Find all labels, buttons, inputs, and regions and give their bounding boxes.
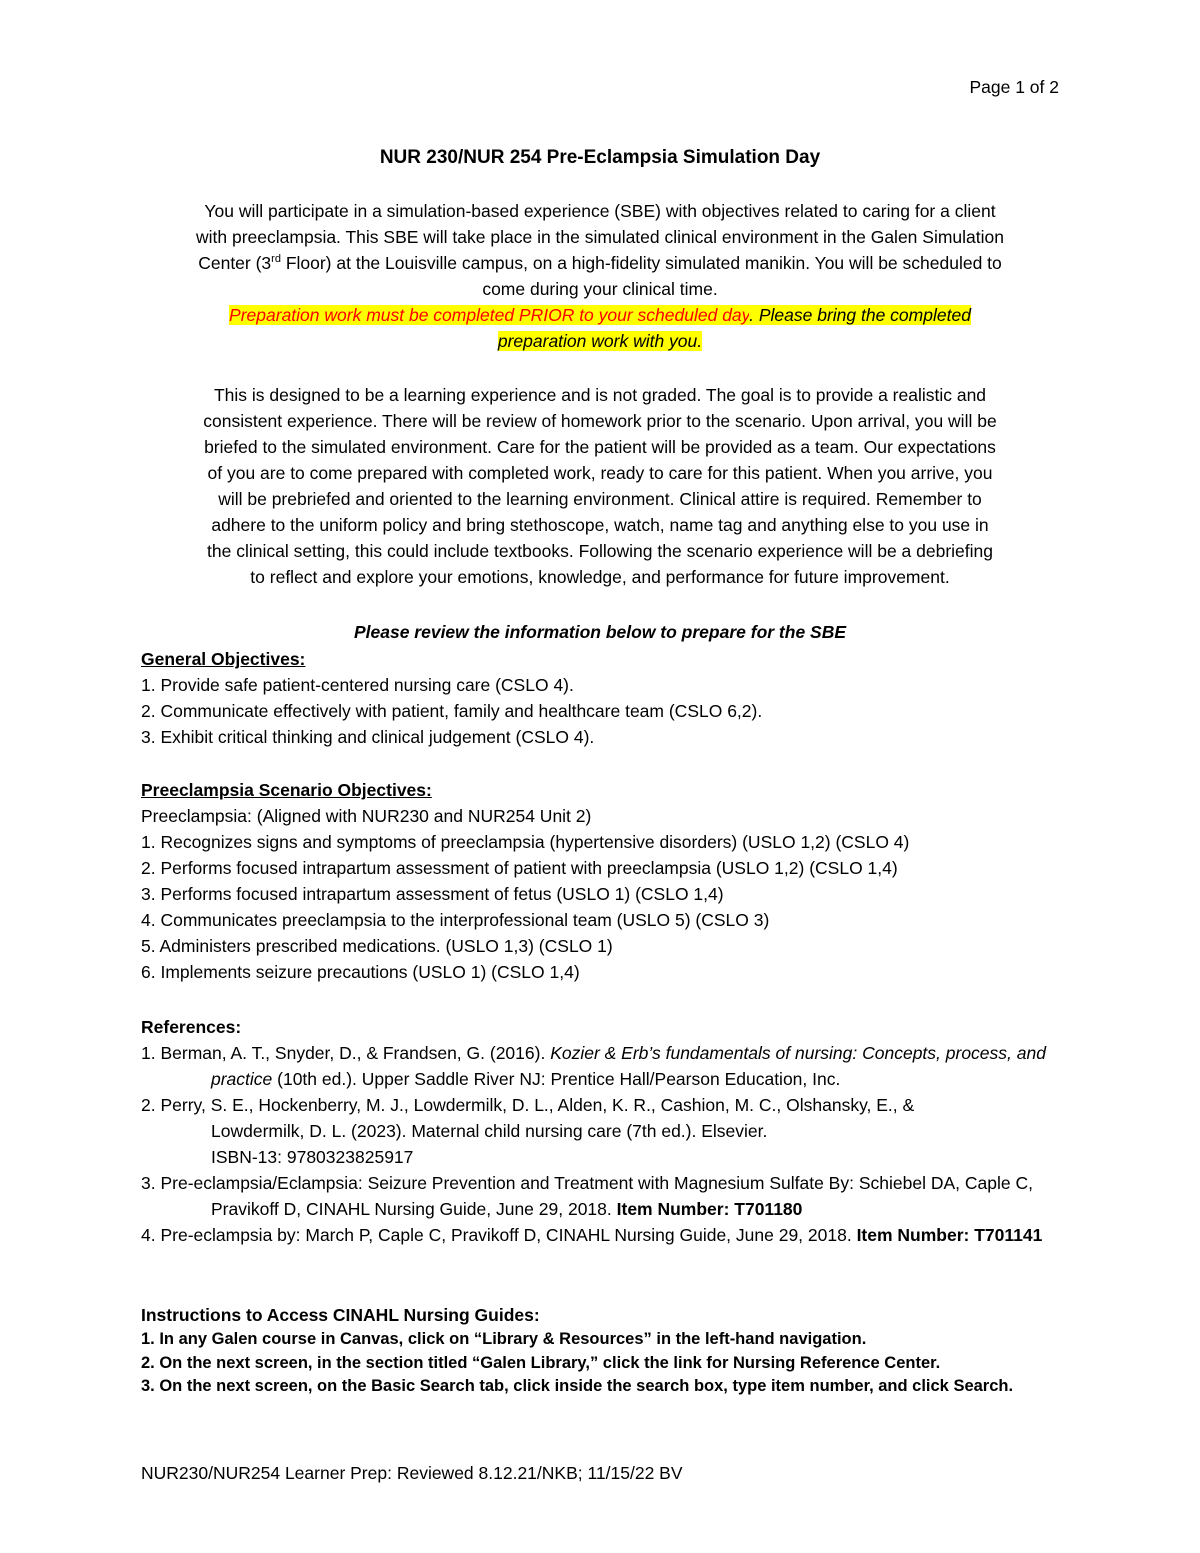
prep-notice-red: Preparation work must be completed PRIOR to your scheduled day (229, 305, 750, 325)
body-line: will be prebriefed and oriented to the learning environment. Clinical attire is required. Remember to (218, 489, 982, 509)
body-line: consistent experience. There will be review of homework prior to the scenario. Upon arrival, you will be (203, 411, 997, 431)
reference-item (141, 1040, 1061, 1092)
expectations-paragraph (140, 382, 1060, 590)
intro-line: with preeclampsia. This SBE will take place in the simulated clinical environment in the Galen Simulation (196, 227, 1004, 247)
references-heading: References: (141, 1017, 242, 1037)
list-item: 2. Communicate effectively with patient, family and healthcare team (CSLO 6,2). (141, 701, 763, 721)
list-item: 3. Performs focused intrapartum assessment of fetus (USLO 1) (CSLO 1,4) (141, 884, 724, 904)
intro-paragraph (140, 198, 1060, 354)
list-item: 1. Recognizes signs and symptoms of preeclampsia (hypertensive disorders) (USLO 1,2) (CSLO 4) (141, 832, 910, 852)
reference-text: 2. Perry, S. E., Hockenberry, M. J., Lowdermilk, D. L., Alden, K. R., Cashion, M. C., Olshansky, E., & (141, 1095, 915, 1115)
reference-item (141, 1092, 1061, 1170)
body-line: briefed to the simulated environment. Care for the patient will be provided as a team. Our expectations (204, 437, 996, 457)
review-heading: Please review the information below to prepare for the SBE (353, 622, 847, 642)
general-objectives-heading: General Objectives: (141, 649, 306, 669)
prep-notice-line2 (140, 328, 1060, 354)
superscript: rd (271, 253, 281, 266)
intro-line: You will participate in a simulation-based experience (SBE) with objectives related to caring for a client (204, 201, 996, 221)
intro-line-part: Floor) at the Louisville campus, on a high-fidelity simulated manikin. You will be scheduled to (280, 253, 1002, 273)
instruction-item: 3. On the next screen, on the Basic Search tab, click inside the search box, type item number, and click Search. (141, 1377, 1014, 1395)
instructions-heading: Instructions to Access CINAHL Nursing Guides: (141, 1305, 540, 1325)
body-line: of you are to come prepared with completed work, ready to care for this patient. When you arrive, you (207, 463, 993, 483)
reference-item (141, 1170, 1061, 1222)
item-number: Item Number: T701180 (616, 1199, 803, 1219)
reference-item (141, 1222, 1061, 1248)
intro-line: come during your clinical time. (482, 279, 718, 299)
body-line: to reflect and explore your emotions, knowledge, and performance for future improvement. (250, 567, 950, 587)
list-item: 2. Performs focused intrapartum assessment of patient with preeclampsia (USLO 1,2) (CSLO 1,4) (141, 858, 898, 878)
intro-line (140, 250, 1060, 276)
list-item: 5. Administers prescribed medications. (USLO 1,3) (CSLO 1) (141, 936, 613, 956)
reference-text: Lowdermilk, D. L. (2023). Maternal child nursing care (7th ed.). Elsevier. (211, 1121, 768, 1141)
body-line: the clinical setting, this could include textbooks. Following the scenario experience will be a debriefing (207, 541, 993, 561)
list-item: 1. Provide safe patient-centered nursing care (CSLO 4). (141, 675, 574, 695)
reference-text: 3. Pre-eclampsia/Eclampsia: Seizure Prevention and Treatment with Magnesium Sulfate By: Schiebel DA, Caple C, Pravikoff D, CINAHL Nursing Guide, June 29, 2018. (141, 1173, 1033, 1219)
instructions (141, 1302, 1061, 1399)
prep-notice-black: preparation work with you. (497, 331, 703, 351)
footer: NUR230/NUR254 Learner Prep: Reviewed 8.12.21/NKB; 11/15/22 BV (141, 1463, 683, 1483)
scenario-objectives (141, 777, 1061, 985)
body-line: This is designed to be a learning experience and is not graded. The goal is to provide a realistic and (213, 385, 987, 405)
scenario-objectives-heading: Preeclampsia Scenario Objectives: (141, 780, 432, 800)
prep-notice (140, 302, 1060, 328)
intro-line-part: Center (3 (198, 253, 272, 273)
instruction-item: 2. On the next screen, in the section titled “Galen Library,” click the link for Nursing Reference Center. (141, 1353, 941, 1372)
references (141, 1014, 1061, 1248)
item-number: Item Number: T701141 (856, 1225, 1043, 1245)
list-item: 3. Exhibit critical thinking and clinical judgement (CSLO 4). (141, 727, 595, 747)
list-item: 4. Communicates preeclampsia to the interprofessional team (USLO 5) (CSLO 3) (141, 910, 770, 930)
instruction-item: 1. In any Galen course in Canvas, click on “Library & Resources” in the left-hand navigation. (141, 1330, 867, 1348)
reference-text: 1. Berman, A. T., Snyder, D., & Frandsen, G. (2016). (141, 1043, 551, 1063)
page-number: Page 1 of 2 (969, 77, 1059, 97)
scenario-subheading: Preeclampsia: (Aligned with NUR230 and NUR254 Unit 2) (141, 806, 592, 826)
prep-notice-black: . Please bring the completed (749, 305, 971, 325)
reference-isbn: ISBN-13: 9780323825917 (211, 1147, 414, 1167)
document-title: NUR 230/NUR 254 Pre-Eclampsia Simulation Day (379, 147, 821, 168)
list-item: 6. Implements seizure precautions (USLO 1) (CSLO 1,4) (141, 962, 580, 982)
reference-text: 4. Pre-eclampsia by: March P, Caple C, Pravikoff D, CINAHL Nursing Guide, June 29, 2018. (141, 1225, 857, 1245)
reference-text: (10th ed.). Upper Saddle River NJ: Prentice Hall/Pearson Education, Inc. (272, 1069, 841, 1089)
reference-title: Kozier & Erb’s fundamentals of nursing: Concepts, process, and practice (211, 1043, 1046, 1089)
body-line: adhere to the uniform policy and bring stethoscope, watch, name tag and anything else to you use in (211, 515, 989, 535)
general-objectives (141, 646, 1061, 750)
